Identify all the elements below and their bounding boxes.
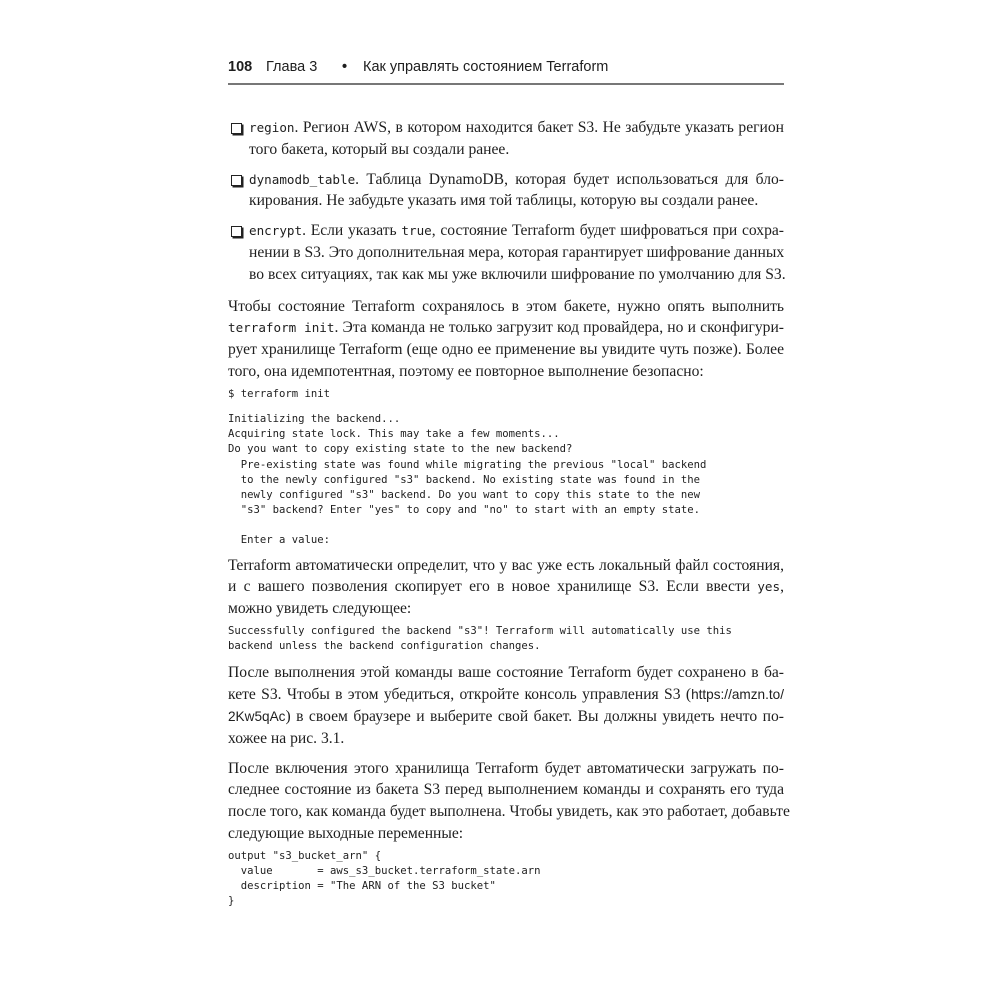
header-separator: • bbox=[342, 59, 348, 75]
running-header bbox=[228, 59, 609, 79]
text-run: , bbox=[780, 578, 784, 596]
paragraph bbox=[228, 758, 790, 845]
chapter-title: Как управлять состоянием Terraform bbox=[363, 59, 609, 75]
text-run: . Если указать bbox=[302, 222, 402, 240]
text-line bbox=[249, 190, 784, 212]
code-listing bbox=[228, 624, 784, 654]
text-line bbox=[228, 361, 784, 383]
text-run: . Таблица DynamoDB, которая будет использоваться для бло- bbox=[355, 170, 784, 188]
code-listing bbox=[228, 412, 784, 549]
text-line bbox=[249, 139, 784, 161]
text-run: того, она идемпотентная, поэтому ее повторное выполнение безопасно: bbox=[228, 362, 704, 380]
text-line bbox=[249, 220, 784, 242]
text-line bbox=[228, 296, 784, 318]
code-line: $ terraform init bbox=[228, 387, 331, 400]
text-line bbox=[249, 117, 784, 139]
code-line: backend unless the backend configuration changes. bbox=[228, 640, 541, 653]
text-run: того бакета, который вы создали ранее. bbox=[249, 140, 510, 158]
code-line: value = aws_s3_bucket.terraform_state.arn bbox=[228, 864, 541, 877]
text-run: во всех ситуациях, так как мы уже включили шифрование по умолчанию для S3. bbox=[249, 265, 786, 283]
text-run: Terraform автоматически определит, что у вас уже есть локальный файл состояния, bbox=[228, 556, 784, 574]
code-line: Pre-existing state was found while migrating the previous "local" backend bbox=[228, 458, 707, 471]
code-listing bbox=[228, 387, 784, 402]
text-line bbox=[228, 576, 784, 598]
text-line bbox=[228, 779, 784, 801]
code-line: Initializing the backend... bbox=[228, 412, 401, 425]
url-link[interactable]: https://amzn.to/ bbox=[691, 687, 784, 703]
text-run: . Эта команда не только загрузит код провайдера, но и сконфигури- bbox=[334, 319, 784, 337]
code-line: } bbox=[228, 895, 235, 908]
code-line: description = "The ARN of the S3 bucket" bbox=[228, 880, 496, 893]
url-link[interactable]: 2Kw5qAc bbox=[228, 709, 286, 724]
text-line bbox=[228, 728, 784, 750]
text-line bbox=[249, 264, 784, 286]
text-line bbox=[228, 684, 784, 706]
text-run: хожее на рис. 3.1. bbox=[228, 729, 345, 747]
code-line: output "s3_bucket_arn" { bbox=[228, 849, 382, 862]
inline-code: yes bbox=[757, 579, 781, 595]
text-run: после того, как команда будет выполнена. Чтобы увидеть, как это работает, добавьте bbox=[228, 803, 790, 821]
code-line: Enter a value: bbox=[228, 534, 331, 547]
code-line: Successfully configured the backend "s3"! Terraform will automatically use this bbox=[228, 625, 732, 638]
bullet-item bbox=[228, 169, 784, 213]
text-run: следнее состояние из бакета S3 перед выполнением команды и сохранять его туда bbox=[228, 781, 784, 799]
checkbox-bullet-icon bbox=[231, 226, 242, 237]
page-body bbox=[228, 117, 790, 910]
code-line: Do you want to copy existing state to the new backend? bbox=[228, 443, 573, 456]
paragraph bbox=[228, 662, 784, 749]
code-line: Acquiring state lock. This may take a few moments... bbox=[228, 428, 560, 441]
text-line bbox=[249, 242, 784, 264]
text-run: Чтобы состояние Terraform сохранялось в этом бакете, нужно опять выполнить bbox=[228, 297, 784, 315]
inline-code: dynamodb_table bbox=[249, 171, 356, 187]
text-run: кирования. Не забудьте указать имя той таблицы, которую вы создали ранее. bbox=[249, 192, 759, 210]
checkbox-bullet-icon bbox=[231, 123, 242, 134]
chapter-label: Глава 3 bbox=[266, 59, 318, 75]
text-line bbox=[228, 662, 784, 684]
text-line bbox=[228, 339, 784, 361]
text-run: кете S3. Чтобы в этом убедиться, откройте консоль управления S3 ( bbox=[228, 686, 692, 704]
text-line bbox=[228, 823, 784, 845]
inline-code: true bbox=[401, 223, 432, 239]
text-run: После выполнения этой команды ваше состояние Terraform будет сохранено в ба- bbox=[228, 664, 784, 682]
text-run: нении в S3. Это дополнительная мера, которая гарантирует шифрование данных bbox=[249, 243, 785, 261]
text-run: , состояние Terraform будет шифроваться при сохра- bbox=[431, 222, 784, 240]
code-line: "s3" backend? Enter "yes" to copy and "no" to start with an empty state. bbox=[228, 504, 700, 517]
bullet-item bbox=[228, 220, 784, 285]
header-rule bbox=[228, 83, 784, 85]
code-line bbox=[228, 518, 784, 533]
text-line bbox=[228, 758, 784, 780]
text-line bbox=[228, 317, 784, 339]
text-run: рует хранилище Terraform (еще одно ее применение вы увидите чуть позже). Более bbox=[228, 341, 784, 359]
paragraph bbox=[228, 555, 784, 620]
page-number: 108 bbox=[228, 59, 253, 75]
text-line bbox=[228, 801, 790, 823]
paragraph bbox=[228, 296, 784, 383]
text-line bbox=[228, 555, 784, 577]
text-run: и с вашего позволения скопирует его в новое хранилище S3. Если ввести bbox=[228, 578, 758, 596]
text-line bbox=[228, 706, 784, 728]
text-run: ) в своем браузере и выберите свой бакет. Вы должны увидеть нечто по- bbox=[285, 708, 784, 725]
text-run: . Регион AWS, в котором находится бакет S3. Не забудьте указать регион bbox=[294, 119, 784, 136]
checkbox-bullet-icon bbox=[231, 175, 242, 186]
code-line: to the newly configured "s3" backend. No existing state was found in the bbox=[228, 473, 700, 486]
bullet-item bbox=[228, 117, 784, 161]
inline-code: region bbox=[249, 120, 295, 135]
text-line bbox=[249, 169, 784, 191]
text-line bbox=[228, 598, 784, 620]
inline-code: encrypt bbox=[249, 223, 303, 239]
inline-code: terraform init bbox=[228, 320, 335, 336]
text-run: После включения этого хранилища Terraform будет автоматически загружать по- bbox=[228, 759, 784, 777]
text-run: следующие выходные переменные: bbox=[228, 824, 464, 842]
text-run: можно увидеть следующее: bbox=[228, 600, 412, 618]
code-listing bbox=[228, 849, 784, 910]
code-line: newly configured "s3" backend. Do you want to copy this state to the new bbox=[228, 488, 700, 501]
